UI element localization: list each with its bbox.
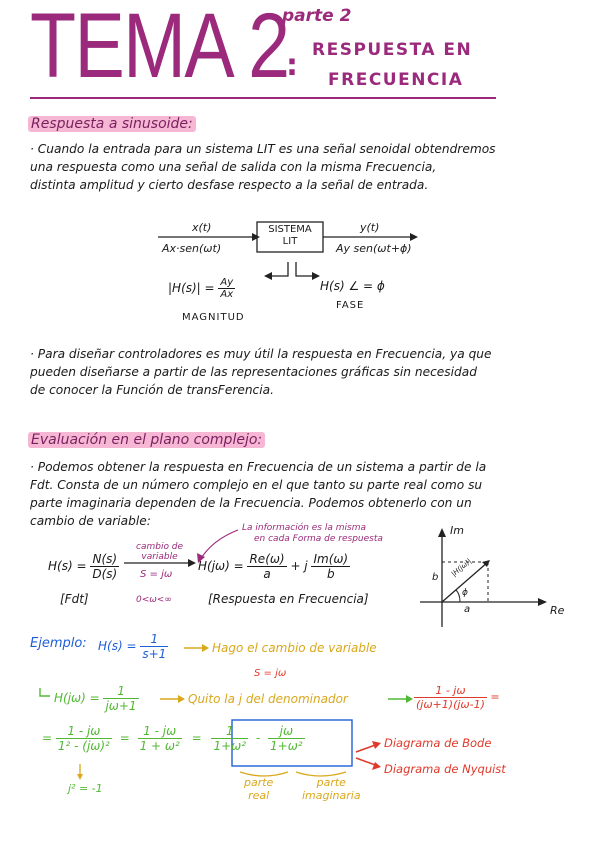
parte-real-label: [244, 776, 273, 802]
fraction-numerator: Re(ω): [249, 552, 285, 566]
expansion-fraction-1: [56, 724, 112, 753]
fraction-denominator: 1 + ω²: [139, 739, 180, 753]
equals-sign: =: [490, 690, 500, 704]
text-line: · Podemos obtener la respuesta en Frecuencia de un sistema a partir de la: [30, 460, 487, 474]
hs-lhs: H(s) =: [48, 559, 87, 573]
expansion-fraction-3: [211, 724, 248, 753]
text-line: de conocer la Función de transFerencia.: [30, 383, 274, 397]
minus-sign: -: [255, 731, 261, 745]
omega-range: 0<ω<∞: [136, 595, 172, 605]
cambio-line: variable: [141, 552, 178, 562]
s-equals-jw: S = jω: [140, 569, 173, 580]
text-line: pueden diseñarse a partir de las representaciones gráficas sin necesidad: [30, 365, 477, 379]
plane-phi-label: ϕ: [462, 588, 468, 598]
phase-label: FASE: [336, 300, 365, 311]
fdt-label: [Fdt]: [60, 592, 89, 606]
fraction-denominator: a: [263, 567, 271, 581]
plane-b-label: b: [432, 572, 439, 583]
plane-modulus-label: |H(jω)|: [450, 557, 473, 579]
fraction-denominator: jω+1: [105, 699, 137, 713]
respuesta-label: [Respuesta en Frecuencia]: [208, 592, 369, 606]
fraction-numerator: 1 - jω: [414, 684, 487, 698]
output-signal-label: y(t): [360, 221, 380, 234]
label-line: parte: [244, 776, 274, 789]
example-s-eq: S = jω: [254, 668, 287, 679]
fraction-numerator: Im(ω): [313, 552, 349, 566]
equals-sign: =: [191, 731, 202, 745]
cambio-line: cambio de: [136, 542, 184, 552]
fraction-denominator: 1² - (jω)²: [57, 739, 110, 753]
input-signal-label: x(t): [192, 221, 212, 234]
phase-expression: H(s) ∠ = ϕ: [320, 279, 385, 293]
fraction-numerator: 1: [211, 724, 248, 739]
example-label: Ejemplo:: [30, 636, 87, 651]
axis-re-label: Re: [550, 604, 565, 617]
title-subtitle-line1: RESPUESTA EN: [312, 40, 473, 60]
page-title: TEMA 2: [30, 0, 289, 97]
fraction-denominator: 1+ω²: [213, 739, 247, 753]
fraction-numerator: N(s): [90, 552, 119, 567]
fraction-denominator: D(s): [92, 567, 118, 581]
magnitude-label: MAGNITUD: [182, 312, 245, 323]
text-line: · Cuando la entrada para un sistema LIT es una señal senoidal obtendremos: [30, 142, 496, 156]
output-signal-expr: Ay sen(ωt+ϕ): [336, 242, 412, 255]
example-hjw: [54, 684, 139, 713]
expansion-fraction-4: [268, 724, 305, 753]
nyquist-diagram-label: Diagrama de Nyquist: [384, 762, 506, 776]
system-box-line: LIT: [282, 236, 298, 247]
parte-imaginaria-label: [302, 776, 361, 802]
hjw-lhs: H(jω) =: [198, 559, 244, 573]
fraction-numerator: 1 - jω: [56, 724, 112, 739]
label-line: imaginaria: [302, 789, 361, 802]
text-line: Fdt. Consta de un número complejo en el que tanto su parte real como su: [30, 478, 483, 492]
fraction-denominator: 1+ω²: [270, 739, 303, 753]
label-line: parte: [316, 776, 346, 789]
example-cambio-note: Hago el cambio de variable: [212, 641, 377, 655]
fraction-denominator: s+1: [142, 647, 167, 661]
fraction-numerator: 1 - jω: [138, 724, 182, 739]
title-subtitle-line2: FRECUENCIA: [328, 70, 464, 90]
section-heading-sinusoide: Respuesta a sinusoide:: [28, 116, 196, 132]
text-line: cambio de variable:: [30, 514, 151, 528]
conjugate-fraction: [414, 684, 487, 711]
section-heading-plano-complejo: Evaluación en el plano complejo:: [28, 432, 265, 448]
fraction-denominator: b: [326, 567, 335, 581]
axis-im-label: Im: [450, 524, 464, 537]
expansion-fraction-2: [138, 724, 182, 753]
plus-j: + j: [290, 559, 308, 573]
magnitude-lhs: |H(s)| =: [168, 281, 215, 295]
fraction-numerator: Ay: [220, 277, 234, 288]
example-hjw-lhs: H(jω) =: [54, 691, 100, 705]
example-hjw-fraction: [103, 684, 138, 713]
fraction-numerator: 1: [140, 632, 168, 647]
j-squared-note: j² = -1: [68, 782, 103, 795]
text-line: distinta amplitud y cierto desfase respecto a la señal de entrada.: [30, 178, 429, 192]
example-conjugate: [414, 684, 500, 711]
example-expansion: [42, 724, 305, 753]
example-quito-note: Quito la j del denominador: [188, 692, 348, 706]
bode-diagram-label: Diagrama de Bode: [384, 736, 492, 750]
text-line: una respuesta como una señal de salida con la misma Frecuencia,: [30, 160, 437, 174]
system-box-line: SISTEMA: [268, 224, 312, 235]
label-line: real: [248, 789, 270, 802]
example-hs-lhs: H(s) =: [98, 639, 137, 653]
equals-sign: =: [42, 731, 53, 745]
fraction-denominator: Ax: [220, 289, 234, 300]
equals-sign: =: [119, 731, 130, 745]
title-colon: :: [286, 48, 298, 83]
plane-a-label: a: [464, 604, 471, 615]
fraction-numerator: jω: [268, 724, 305, 739]
fraction-numerator: 1: [103, 684, 138, 699]
title-parte: parte 2: [282, 6, 352, 26]
fraction-denominator: (jω+1)(jω-1): [416, 698, 485, 711]
input-signal-expr: Ax·sen(ωt): [162, 242, 222, 255]
note-line: La información es la misma: [242, 523, 366, 533]
text-line: · Para diseñar controladores es muy útil la respuesta en Frecuencia, ya que: [30, 347, 492, 361]
text-line: parte imaginaria dependen de la Frecuencia. Podemos obtenerlo con un: [30, 496, 472, 510]
note-line: en cada Forma de respuesta: [254, 534, 383, 544]
